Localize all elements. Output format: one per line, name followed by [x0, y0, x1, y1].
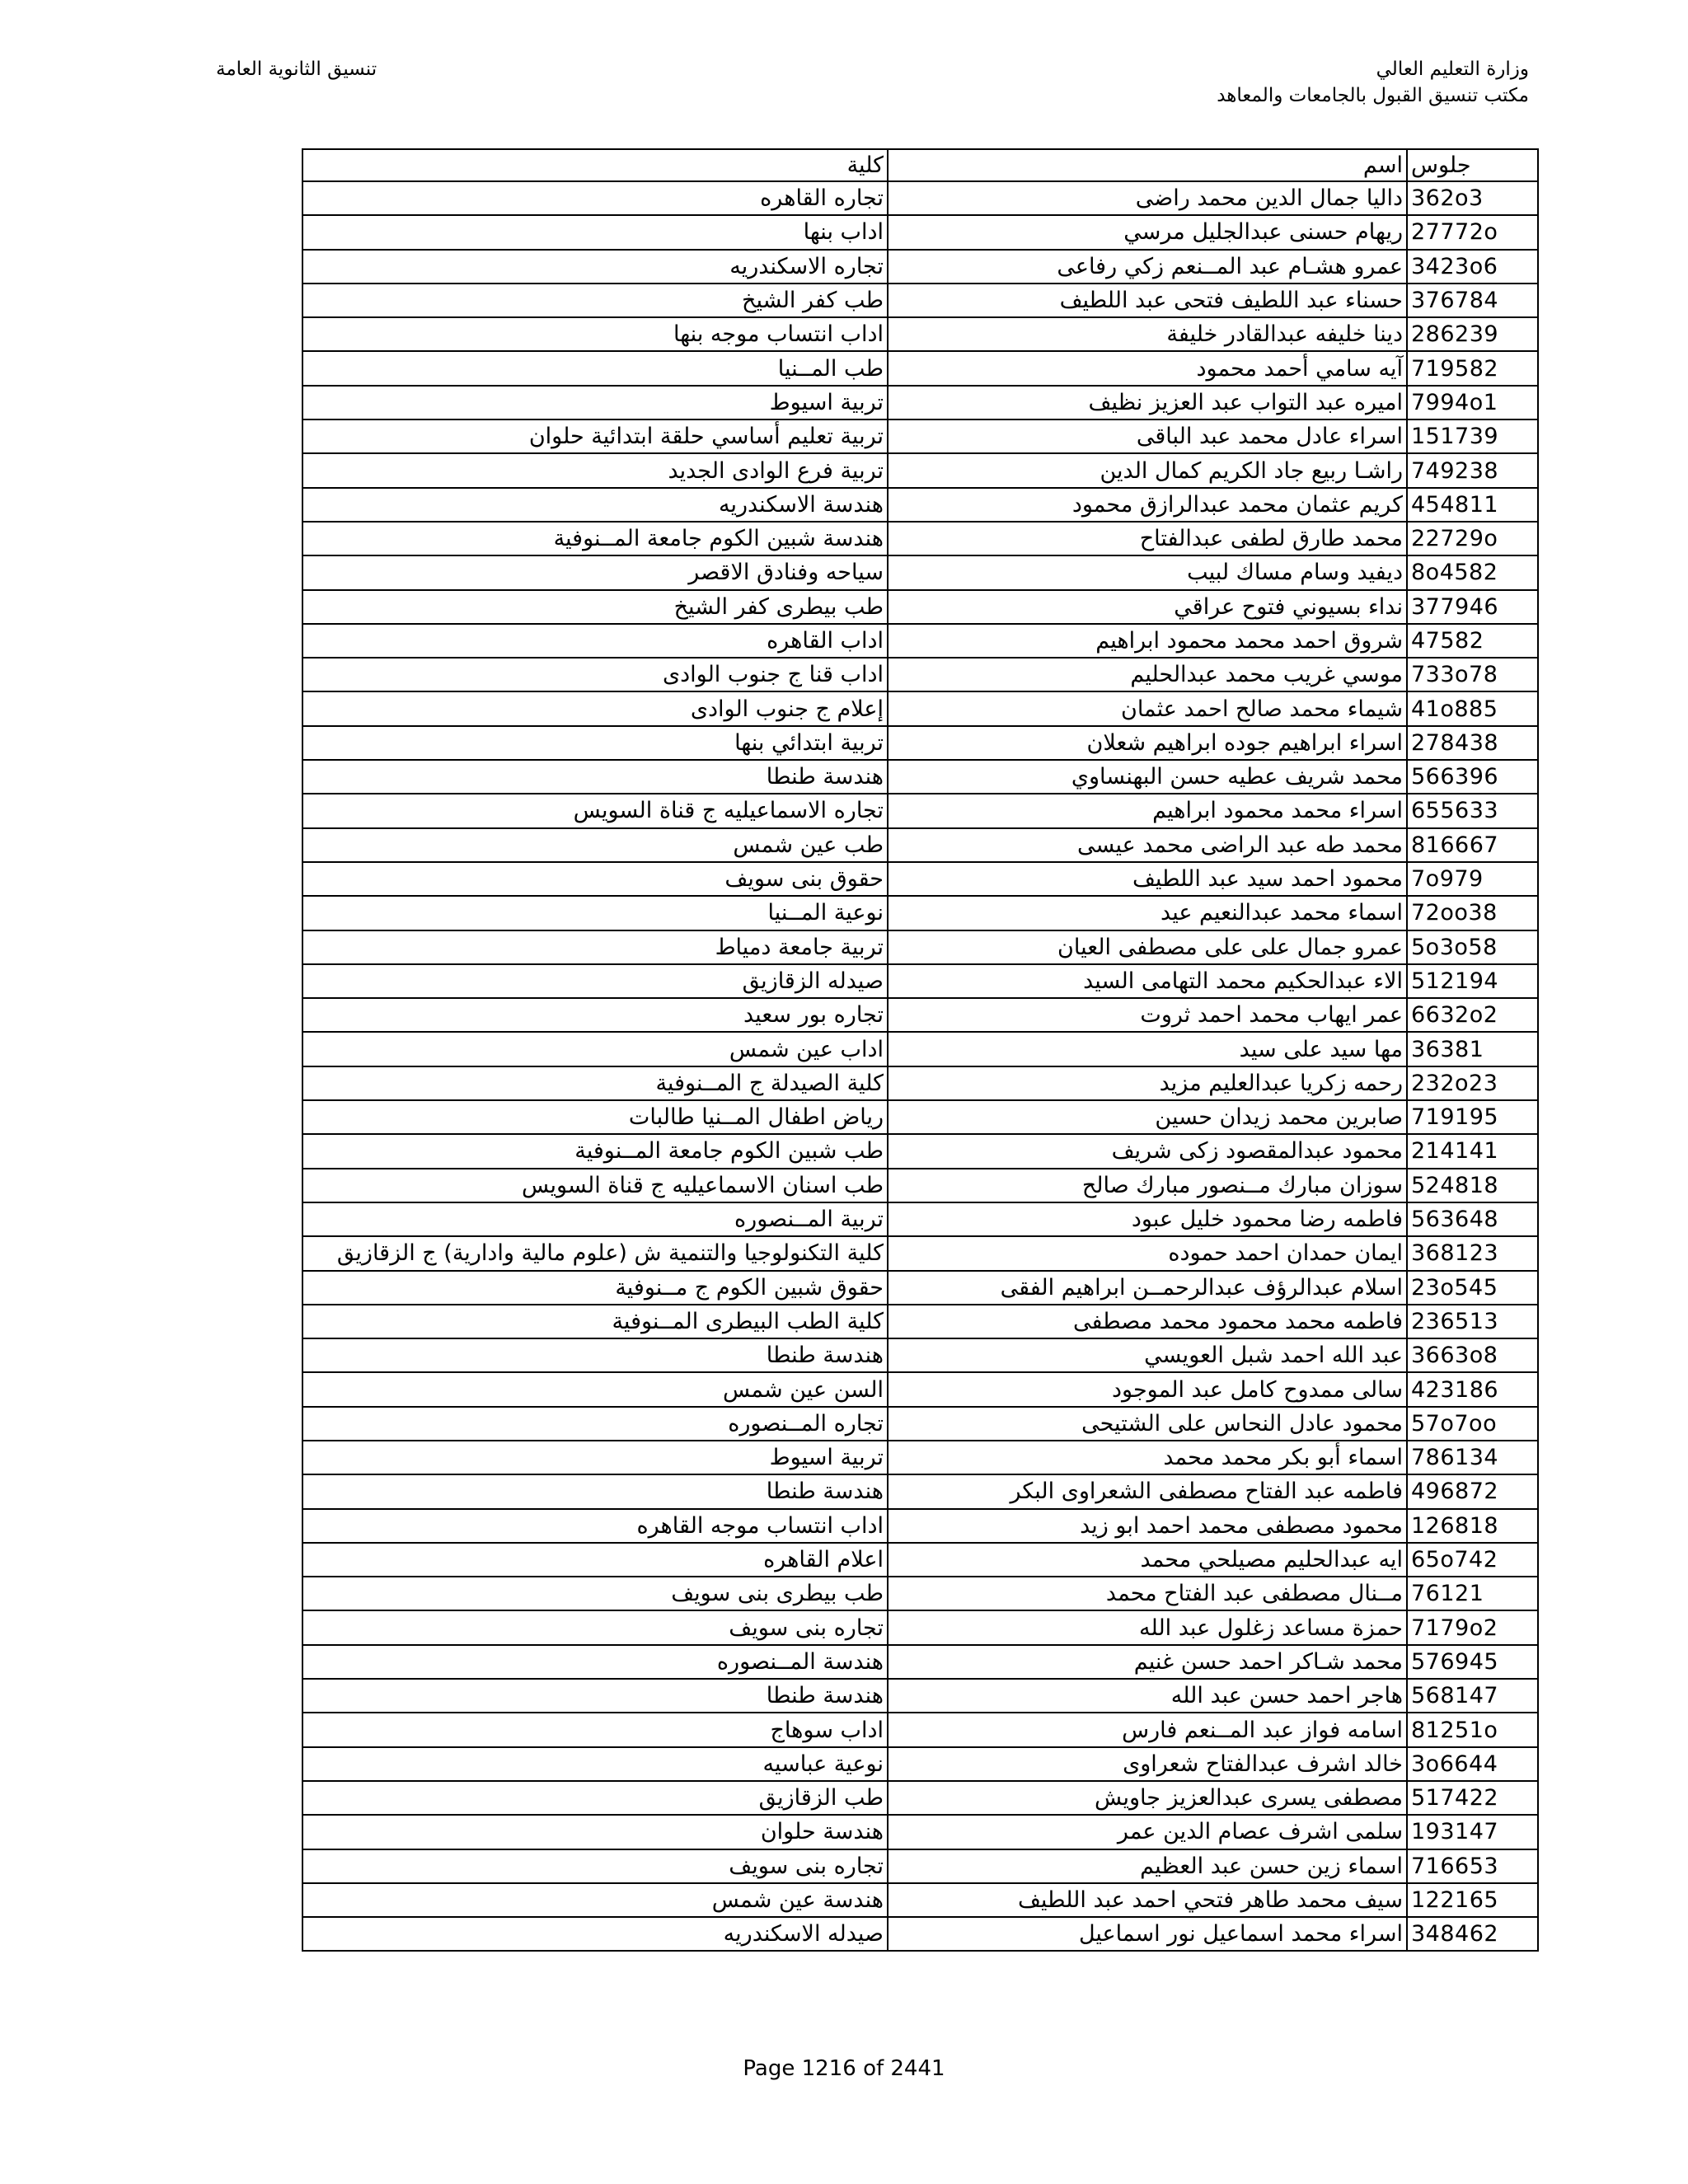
- id-cell: 524818: [1407, 1169, 1538, 1202]
- id-cell: 193147: [1407, 1815, 1538, 1849]
- faculty-cell: اداب قنا ج جنوب الوادى: [302, 658, 888, 691]
- table-row: [302, 1917, 1538, 1951]
- name-cell: حسناء عبد اللطيف فتحى عبد اللطيف: [888, 284, 1407, 317]
- table-row: [302, 522, 1538, 555]
- id-cell: 719195: [1407, 1100, 1538, 1134]
- faculty-cell: تربية ابتدائي بنها: [302, 726, 888, 760]
- id-cell: 423186: [1407, 1372, 1538, 1406]
- faculty-cell: كلية الطب البيطرى المــنوفية: [302, 1305, 888, 1338]
- faculty-cell: طب المــنيا: [302, 351, 888, 385]
- table-row: [302, 250, 1538, 284]
- table-row: [302, 555, 1538, 589]
- name-cell: سالى ممدوح كامل عبد الموجود: [888, 1372, 1407, 1406]
- name-cell: محمود عادل النحاس على الشتيحى: [888, 1407, 1407, 1441]
- table-row: [302, 1372, 1538, 1406]
- table-row: [302, 1134, 1538, 1168]
- id-cell: 22729o: [1407, 522, 1538, 555]
- faculty-cell: اعلام القاهره: [302, 1543, 888, 1577]
- table-row: [302, 1338, 1538, 1372]
- faculty-cell: هندسة شبين الكوم جامعة المــنوفية: [302, 522, 888, 555]
- faculty-cell: كلية الصيدلة ج المــنوفية: [302, 1066, 888, 1100]
- id-cell: 517422: [1407, 1781, 1538, 1815]
- table-row: [302, 284, 1538, 317]
- table-row: [302, 317, 1538, 351]
- id-cell: 27772o: [1407, 215, 1538, 249]
- id-cell: 214141: [1407, 1134, 1538, 1168]
- id-cell: 719582: [1407, 351, 1538, 385]
- faculty-cell: هندسة عين شمس: [302, 1883, 888, 1917]
- id-cell: 3o6644: [1407, 1747, 1538, 1781]
- table-row: [302, 896, 1538, 930]
- name-cell: اسراء ابراهيم جوده ابراهيم شعلان: [888, 726, 1407, 760]
- ministry-title: وزارة التعليم العالي: [1376, 59, 1529, 80]
- faculty-cell: هندسة حلوان: [302, 1815, 888, 1849]
- id-cell: 786134: [1407, 1441, 1538, 1474]
- name-cell: محمود احمد سيد عبد اللطيف: [888, 862, 1407, 896]
- table-row: [302, 1577, 1538, 1610]
- table-header-row: [302, 149, 1538, 181]
- name-cell: محمود عبدالمقصود زكى شريف: [888, 1134, 1407, 1168]
- id-cell: 496872: [1407, 1474, 1538, 1508]
- table-row: [302, 386, 1538, 419]
- faculty-cell: طب شبين الكوم جامعة المــنوفية: [302, 1134, 888, 1168]
- faculty-cell: تربية اسيوط: [302, 386, 888, 419]
- id-cell: 749238: [1407, 453, 1538, 487]
- faculty-cell: تجاره بنى سويف: [302, 1610, 888, 1644]
- name-cell: سلمى اشرف عصام الدين عمر: [888, 1815, 1407, 1849]
- faculty-cell: تربية اسيوط: [302, 1441, 888, 1474]
- faculty-cell: نوعية عباسيه: [302, 1747, 888, 1781]
- header-id: جلوس: [1407, 149, 1538, 181]
- id-cell: 72oo38: [1407, 896, 1538, 930]
- table-row: [302, 1781, 1538, 1815]
- table-row: [302, 828, 1538, 862]
- table-row: [302, 1747, 1538, 1781]
- table-row: [302, 1407, 1538, 1441]
- page-number: Page 1216 of 2441: [743, 2056, 945, 2081]
- table-row: [302, 760, 1538, 794]
- name-cell: نداء بسيوني فتوح عراقي: [888, 590, 1407, 624]
- faculty-cell: صيدله الاسكندريه: [302, 1917, 888, 1951]
- faculty-cell: طب بيطرى بنى سويف: [302, 1577, 888, 1610]
- id-cell: 76121: [1407, 1577, 1538, 1610]
- name-cell: مها سيد على سيد: [888, 1032, 1407, 1066]
- name-cell: راشـا ربيع جاد الكريم كمال الدين: [888, 453, 1407, 487]
- faculty-cell: اداب القاهره: [302, 624, 888, 658]
- name-cell: مصطفى يسرى عبدالعزيز جاويش: [888, 1781, 1407, 1815]
- faculty-cell: نوعية المــنيا: [302, 896, 888, 930]
- id-cell: 7o979: [1407, 862, 1538, 896]
- faculty-cell: اداب سوهاج: [302, 1713, 888, 1746]
- name-cell: اسلام عبدالرؤف عبدالرحمــن ابراهيم الفقى: [888, 1271, 1407, 1305]
- name-cell: مــنال مصطفى عبد الفتاح محمد: [888, 1577, 1407, 1610]
- table-row: [302, 1679, 1538, 1713]
- table-row: [302, 215, 1538, 249]
- table-row: [302, 1441, 1538, 1474]
- name-cell: عمرو هشـام عبد المــنعم زكي رفاعى: [888, 250, 1407, 284]
- table-row: [302, 624, 1538, 658]
- table-row: [302, 1236, 1538, 1270]
- faculty-cell: سياحه وفنادق الاقصر: [302, 555, 888, 589]
- faculty-cell: طب عين شمس: [302, 828, 888, 862]
- name-cell: شيماء محمد صالح احمد عثمان: [888, 691, 1407, 725]
- name-cell: اسراء محمد اسماعيل نور اسماعيل: [888, 1917, 1407, 1951]
- id-cell: 286239: [1407, 317, 1538, 351]
- faculty-cell: تجاره بنى سويف: [302, 1849, 888, 1883]
- name-cell: سيف محمد طاهر فتحي احمد عبد اللطيف: [888, 1883, 1407, 1917]
- table-row: [302, 1543, 1538, 1577]
- table-row: [302, 1883, 1538, 1917]
- table-row: [302, 453, 1538, 487]
- table-row: [302, 590, 1538, 624]
- name-cell: صابرين محمد زيدان حسين: [888, 1100, 1407, 1134]
- name-cell: محمد طه عبد الراضى محمد عيسى: [888, 828, 1407, 862]
- name-cell: اميره عبد التواب عبد العزيز نظيف: [888, 386, 1407, 419]
- name-cell: اسماء أبو بكر محمد محمد: [888, 1441, 1407, 1474]
- name-cell: عبد الله احمد شبل العويسي: [888, 1338, 1407, 1372]
- id-cell: 816667: [1407, 828, 1538, 862]
- name-cell: خالد اشرف عبدالفتاح شعراوى: [888, 1747, 1407, 1781]
- id-cell: 5o3o58: [1407, 930, 1538, 964]
- faculty-cell: طب اسنان الاسماعيليه ج قناة السويس: [302, 1169, 888, 1202]
- table-row: [302, 658, 1538, 691]
- faculty-cell: تجاره المــنصوره: [302, 1407, 888, 1441]
- faculty-cell: تربية تعليم أساسي حلقة ابتدائية حلوان: [302, 419, 888, 453]
- id-cell: 563648: [1407, 1202, 1538, 1236]
- name-cell: ريهام حسنى عبدالجليل مرسي: [888, 215, 1407, 249]
- name-cell: داليا جمال الدين محمد راضى: [888, 181, 1407, 215]
- faculty-cell: هندسة طنطا: [302, 1338, 888, 1372]
- id-cell: 57o7oo: [1407, 1407, 1538, 1441]
- id-cell: 47582: [1407, 624, 1538, 658]
- table-row: [302, 181, 1538, 215]
- table-row: [302, 1032, 1538, 1066]
- table-row: [302, 488, 1538, 522]
- id-cell: 377946: [1407, 590, 1538, 624]
- id-cell: 65o742: [1407, 1543, 1538, 1577]
- id-cell: 566396: [1407, 760, 1538, 794]
- header-faculty: كلية: [302, 149, 888, 181]
- table-row: [302, 419, 1538, 453]
- id-cell: 6632o2: [1407, 998, 1538, 1032]
- faculty-cell: رياض اطفال المــنيا طالبات: [302, 1100, 888, 1134]
- faculty-cell: هندسة طنطا: [302, 1474, 888, 1508]
- id-cell: 376784: [1407, 284, 1538, 317]
- faculty-cell: هندسة طنطا: [302, 760, 888, 794]
- section-title: تنسيق الثانوية العامة: [216, 59, 377, 80]
- table-row: [302, 726, 1538, 760]
- table-row: [302, 794, 1538, 827]
- name-cell: شروق احمد محمد محمود ابراهيم: [888, 624, 1407, 658]
- name-cell: رحمه زكريا عبدالعليم مزيد: [888, 1066, 1407, 1100]
- faculty-cell: تجاره الاسماعيليه ج قناة السويس: [302, 794, 888, 827]
- name-cell: اسراء محمد محمود ابراهيم: [888, 794, 1407, 827]
- faculty-cell: تجاره القاهره: [302, 181, 888, 215]
- table-row: [302, 964, 1538, 998]
- name-cell: عمر ايهاب محمد احمد ثروت: [888, 998, 1407, 1032]
- table-row: [302, 930, 1538, 964]
- name-cell: فاطمه محمد محمود محمد مصطفى: [888, 1305, 1407, 1338]
- id-cell: 122165: [1407, 1883, 1538, 1917]
- id-cell: 733o78: [1407, 658, 1538, 691]
- id-cell: 568147: [1407, 1679, 1538, 1713]
- faculty-cell: تجاره بور سعيد: [302, 998, 888, 1032]
- table-row: [302, 351, 1538, 385]
- id-cell: 716653: [1407, 1849, 1538, 1883]
- name-cell: اسامه فواز عبد المــنعم فارس: [888, 1713, 1407, 1746]
- faculty-cell: اداب عين شمس: [302, 1032, 888, 1066]
- name-cell: دينا خليفه عبدالقادر خليفة: [888, 317, 1407, 351]
- table-row: [302, 1509, 1538, 1543]
- name-cell: ايمان حمدان احمد حموده: [888, 1236, 1407, 1270]
- results-table: [302, 148, 1539, 1952]
- id-cell: 7994o1: [1407, 386, 1538, 419]
- table-row: [302, 1066, 1538, 1100]
- table-row: [302, 1815, 1538, 1849]
- name-cell: فاطمه رضا محمود خليل عبود: [888, 1202, 1407, 1236]
- table-row: [302, 1305, 1538, 1338]
- table-row: [302, 691, 1538, 725]
- faculty-cell: هندسة المــنصوره: [302, 1645, 888, 1679]
- id-cell: 8o4582: [1407, 555, 1538, 589]
- table-row: [302, 862, 1538, 896]
- id-cell: 23o545: [1407, 1271, 1538, 1305]
- id-cell: 232o23: [1407, 1066, 1538, 1100]
- header-name: اسم: [888, 149, 1407, 181]
- faculty-cell: هندسة طنطا: [302, 1679, 888, 1713]
- table-row: [302, 1169, 1538, 1202]
- faculty-cell: اداب انتساب موجه بنها: [302, 317, 888, 351]
- office-title: مكتب تنسيق القبول بالجامعات والمعاهد: [1217, 85, 1529, 106]
- table-row: [302, 1849, 1538, 1883]
- name-cell: حمزة مساعد زغلول عبد الله: [888, 1610, 1407, 1644]
- id-cell: 362o3: [1407, 181, 1538, 215]
- header-ministry-block: [1217, 56, 1529, 109]
- faculty-cell: السن عين شمس: [302, 1372, 888, 1406]
- name-cell: عمرو جمال على على مصطفى العيان: [888, 930, 1407, 964]
- name-cell: موسي غريب محمد عبدالحليم: [888, 658, 1407, 691]
- id-cell: 41o885: [1407, 691, 1538, 725]
- table-row: [302, 1645, 1538, 1679]
- faculty-cell: حقوق بنى سويف: [302, 862, 888, 896]
- table-row: [302, 1610, 1538, 1644]
- table-row: [302, 998, 1538, 1032]
- name-cell: اسماء محمد عبدالنعيم عيد: [888, 896, 1407, 930]
- faculty-cell: تربية فرع الوادى الجديد: [302, 453, 888, 487]
- name-cell: محمود مصطفى محمد احمد ابو زيد: [888, 1509, 1407, 1543]
- table-row: [302, 1474, 1538, 1508]
- id-cell: 3663o8: [1407, 1338, 1538, 1372]
- faculty-cell: تربية المــنصوره: [302, 1202, 888, 1236]
- faculty-cell: طب الزقازيق: [302, 1781, 888, 1815]
- table-row: [302, 1713, 1538, 1746]
- name-cell: هاجر احمد حسن عبد الله: [888, 1679, 1407, 1713]
- id-cell: 655633: [1407, 794, 1538, 827]
- faculty-cell: تجاره الاسكندريه: [302, 250, 888, 284]
- id-cell: 368123: [1407, 1236, 1538, 1270]
- faculty-cell: إعلام ج جنوب الوادى: [302, 691, 888, 725]
- id-cell: 7179o2: [1407, 1610, 1538, 1644]
- name-cell: الاء عبدالحكيم محمد التهامى السيد: [888, 964, 1407, 998]
- faculty-cell: اداب بنها: [302, 215, 888, 249]
- faculty-cell: طب بيطرى كفر الشيخ: [302, 590, 888, 624]
- name-cell: محمد شريف عطيه حسن البهنساوي: [888, 760, 1407, 794]
- id-cell: 512194: [1407, 964, 1538, 998]
- id-cell: 236513: [1407, 1305, 1538, 1338]
- faculty-cell: تربية جامعة دمياط: [302, 930, 888, 964]
- name-cell: محمد شـاكر احمد حسن غنيم: [888, 1645, 1407, 1679]
- table-row: [302, 1271, 1538, 1305]
- faculty-cell: اداب انتساب موجه القاهره: [302, 1509, 888, 1543]
- table-row: [302, 1100, 1538, 1134]
- faculty-cell: صيدله الزقازيق: [302, 964, 888, 998]
- id-cell: 126818: [1407, 1509, 1538, 1543]
- name-cell: سوزان مبارك مــنصور مبارك صالح: [888, 1169, 1407, 1202]
- name-cell: آيه سامي أحمد محمود: [888, 351, 1407, 385]
- faculty-cell: كلية التكنولوجيا والتنمية ش (علوم مالية وادارية) ج الزقازيق: [302, 1236, 888, 1270]
- id-cell: 81251o: [1407, 1713, 1538, 1746]
- faculty-cell: هندسة الاسكندريه: [302, 488, 888, 522]
- id-cell: 348462: [1407, 1917, 1538, 1951]
- id-cell: 151739: [1407, 419, 1538, 453]
- name-cell: اسماء زين حسن عبد العظيم: [888, 1849, 1407, 1883]
- id-cell: 454811: [1407, 488, 1538, 522]
- name-cell: ديفيد وسام مساك لبيب: [888, 555, 1407, 589]
- name-cell: كريم عثمان محمد عبدالرازق محمود: [888, 488, 1407, 522]
- id-cell: 278438: [1407, 726, 1538, 760]
- name-cell: محمد طارق لطفى عبدالفتاح: [888, 522, 1407, 555]
- faculty-cell: حقوق شبين الكوم ج مــنوفية: [302, 1271, 888, 1305]
- id-cell: 576945: [1407, 1645, 1538, 1679]
- id-cell: 36381: [1407, 1032, 1538, 1066]
- name-cell: ايه عبدالحليم مصيلحي محمد: [888, 1543, 1407, 1577]
- name-cell: فاطمه عبد الفتاح مصطفى الشعراوى البكر: [888, 1474, 1407, 1508]
- name-cell: اسراء عادل محمد عبد الباقى: [888, 419, 1407, 453]
- id-cell: 3423o6: [1407, 250, 1538, 284]
- faculty-cell: طب كفر الشيخ: [302, 284, 888, 317]
- table-row: [302, 1202, 1538, 1236]
